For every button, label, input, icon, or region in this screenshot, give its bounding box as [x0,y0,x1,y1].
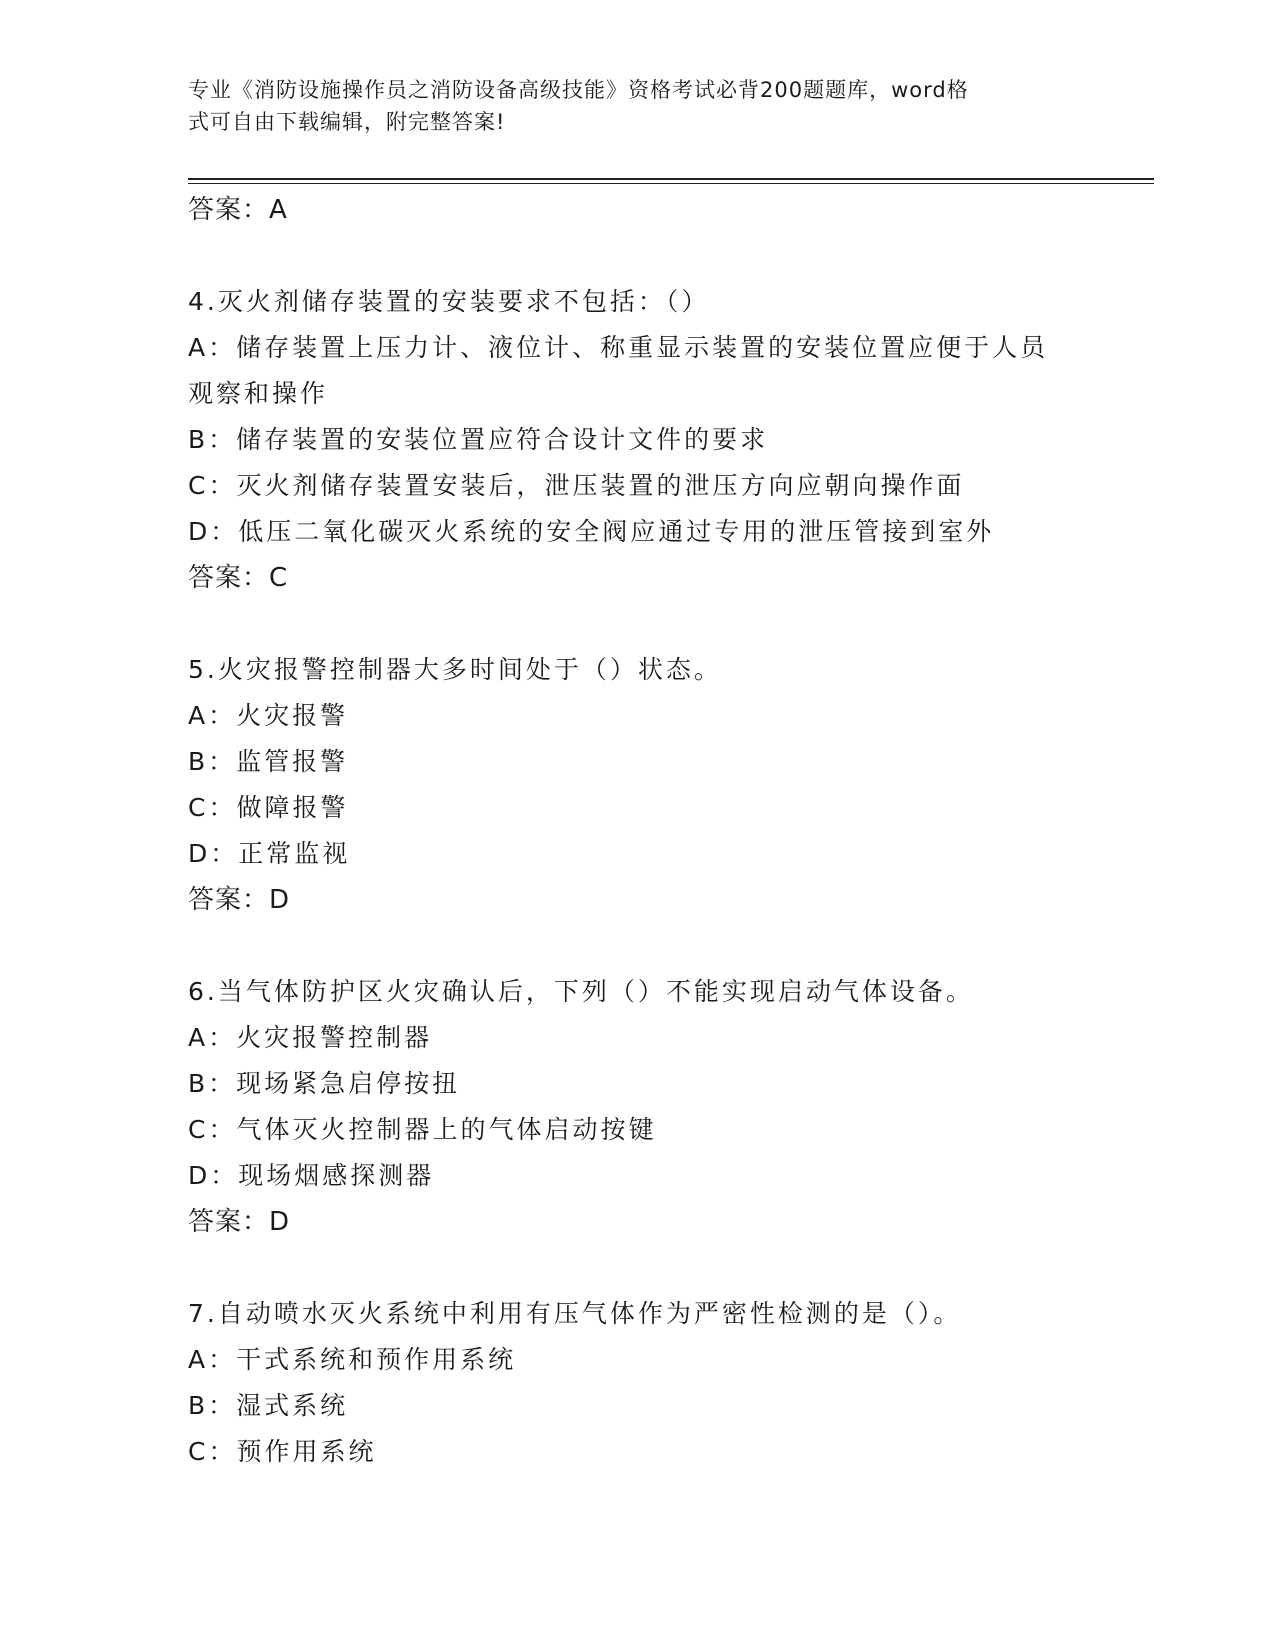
question-6-stem: 6.当气体防护区火灾确认后，下列（）不能实现启动气体设备。 [188,977,974,1006]
question-7-option-a: A：干式系统和预作用系统 [188,1345,517,1374]
question-5-option-c: C：做障报警 [188,793,349,822]
question-4-stem: 4.灭火剂储存装置的安装要求不包括：（） [188,287,710,316]
question-5 [188,647,1118,923]
question-7-option-c: C：预作用系统 [188,1437,377,1466]
question-6-option-c: C：气体灭火控制器上的气体启动按键 [188,1115,657,1144]
question-7-option-b: B：湿式系统 [188,1391,349,1420]
question-7-stem: 7.自动喷水灭火系统中利用有压气体作为严密性检测的是（）。 [188,1299,962,1328]
document-header [188,74,1088,138]
question-5-option-d: D：正常监视 [188,839,351,868]
question-4-option-c: C：灭火剂储存装置安装后，泄压装置的泄压方向应朝向操作面 [188,471,965,500]
question-4-option-a: A：储存装置上压力计、液位计、称重显示装置的安装位置应便于人员 [188,333,1049,362]
header-rule-thick [188,178,1154,180]
question-6-option-d: D：现场烟感探测器 [188,1161,435,1190]
header-rule-thin [188,183,1154,184]
question-5-option-b: B：监管报警 [188,747,349,776]
answer-question-6: 答案：D [188,1207,291,1237]
question-6 [188,969,1118,1245]
question-4 [188,279,1118,601]
question-list [188,187,1118,1475]
question-6-option-a: A：火灾报警控制器 [188,1023,433,1052]
question-5-stem: 5.火灾报警控制器大多时间处于（）状态。 [188,655,722,684]
question-4-option-b: B：储存装置的安装位置应符合设计文件的要求 [188,425,769,454]
answer-previous: 答案：A [188,195,288,225]
question-7 [188,1291,1118,1475]
question-4-option-d: D：低压二氧化碳灭火系统的安全阀应通过专用的泄压管接到室外 [188,517,995,546]
spacer [188,233,1118,279]
header-line-1: 专业《消防设施操作员之消防设备高级技能》资格考试必背200题题库，word格 [188,78,969,102]
question-4-option-a-cont: 观察和操作 [188,379,329,408]
answer-question-5: 答案：D [188,885,291,915]
spacer [188,1245,1118,1291]
question-5-option-a: A：火灾报警 [188,701,349,730]
answer-question-4: 答案：C [188,563,289,593]
header-line-2: 式可自由下载编辑，附完整答案! [188,110,506,134]
spacer [188,601,1118,647]
question-6-option-b: B：现场紧急启停按扭 [188,1069,461,1098]
spacer [188,923,1118,969]
